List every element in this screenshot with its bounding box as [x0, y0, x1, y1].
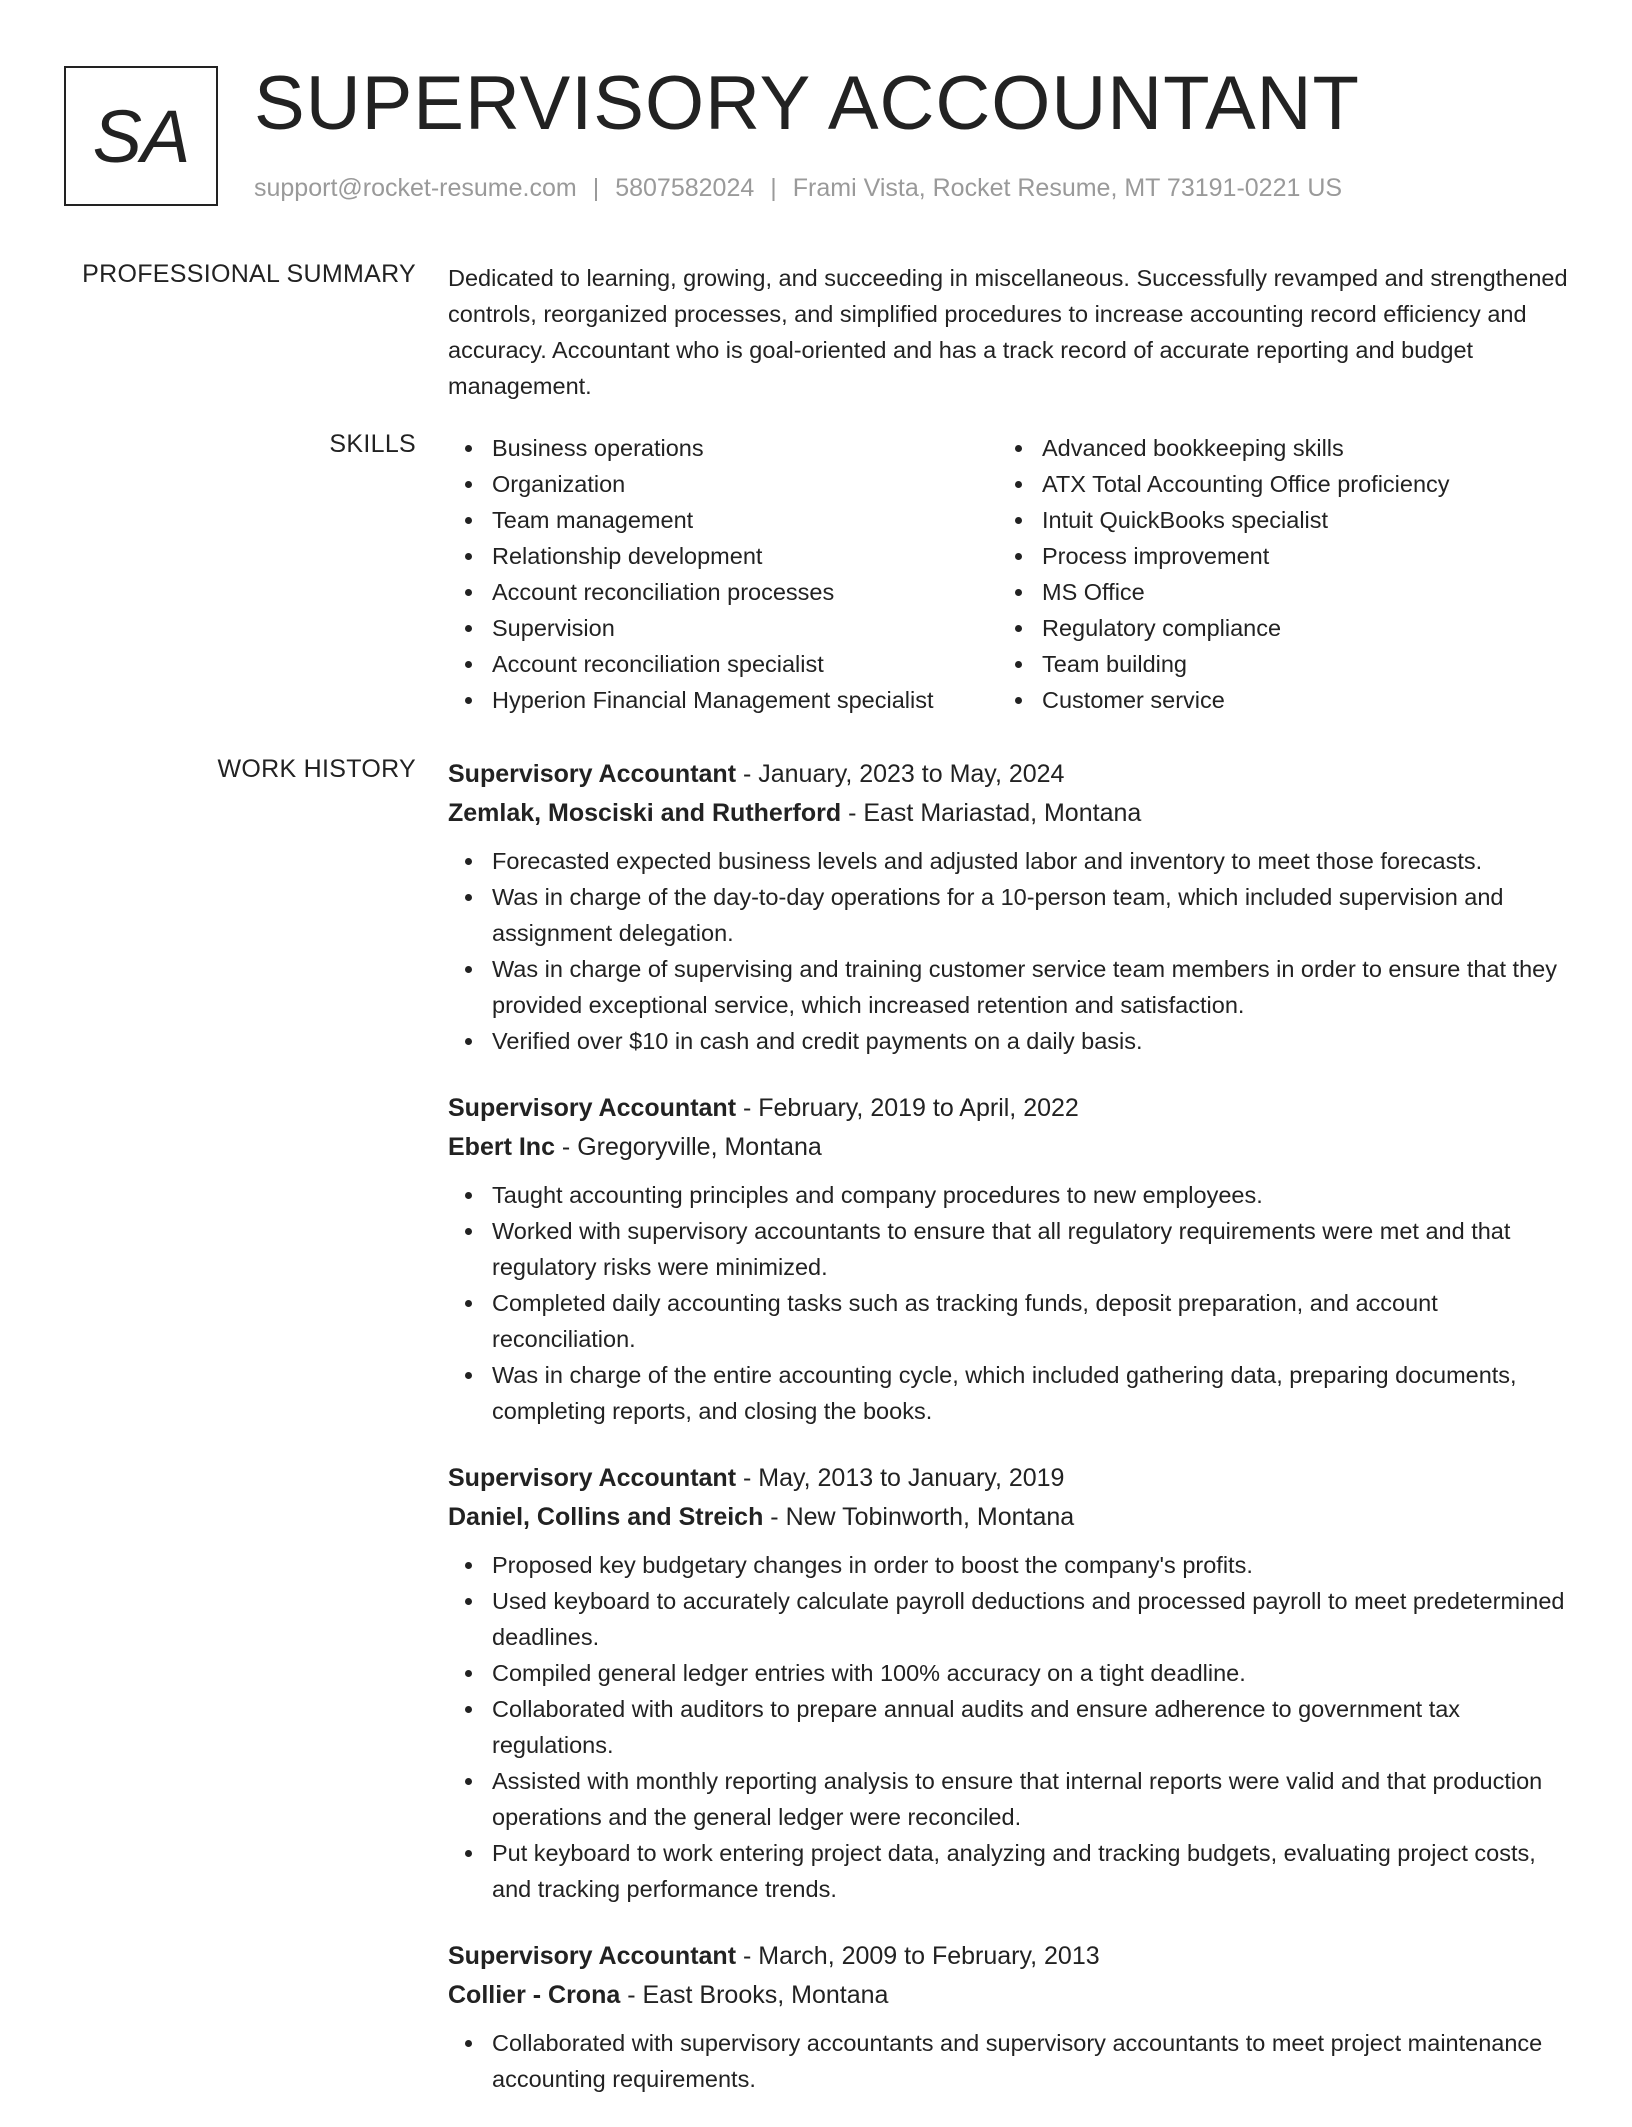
skill-item: Organization: [448, 466, 998, 502]
contact-email[interactable]: support@rocket-resume.com: [254, 174, 577, 202]
job-role-line: [448, 1937, 1570, 1975]
skill-item: Supervision: [448, 610, 998, 646]
job-bullet: Used keyboard to accurately calculate payroll deductions and processed payroll to meet predetermined deadlines.: [448, 1583, 1570, 1655]
job-bullet: Verified over $10 in cash and credit payments on a daily basis.: [448, 1023, 1570, 1059]
monogram-logo: SA: [64, 66, 218, 206]
job-bullet: Worked with supervisory accountants to ensure that all regulatory requirements were met and that regulatory risks were minimized.: [448, 1213, 1570, 1285]
job-list: [448, 755, 1570, 2127]
job-company: Ebert Inc: [448, 1133, 555, 1161]
skill-item: Hyperion Financial Management specialist: [448, 682, 998, 718]
job-bullet: Proposed key budgetary changes in order to boost the company's profits.: [448, 1547, 1570, 1583]
job-bullet: Completed daily accounting tasks such as tracking funds, deposit preparation, and account reconciliation.: [448, 1285, 1570, 1357]
contact-address: Frami Vista, Rocket Resume, MT 73191-0221 US: [792, 174, 1343, 202]
job-dates: - March, 2009 to February, 2013: [736, 1942, 1100, 1970]
job-bullet: Collaborated with supervisory accountants and supervisory accountants to meet project maintenance accounting requirements.: [448, 2025, 1570, 2097]
job-bullet: Compiled general ledger entries with 100% accuracy on a tight deadline.: [448, 1655, 1570, 1691]
skill-item: Team management: [448, 502, 998, 538]
job-location: - East Brooks, Montana: [620, 1981, 889, 2009]
skills-list-left: [448, 430, 998, 718]
skill-item: Business operations: [448, 430, 998, 466]
skill-item: MS Office: [998, 574, 1548, 610]
skill-item: Account reconciliation specialist: [448, 646, 998, 682]
skill-item: Process improvement: [998, 538, 1548, 574]
job-bullet: Collaborated with auditors to prepare annual audits and ensure adherence to government tax regulations.: [448, 1691, 1570, 1763]
job-entry: [448, 1937, 1570, 2097]
job-bullet: Forecasted expected business levels and adjusted labor and inventory to meet those forecasts.: [448, 843, 1570, 879]
contact-separator: |: [592, 174, 600, 202]
skill-item: Intuit QuickBooks specialist: [998, 502, 1548, 538]
job-bullet: Put keyboard to work entering project data, analyzing and tracking budgets, evaluating project costs, and tracking performance trends.: [448, 1835, 1570, 1907]
skill-item: Team building: [998, 646, 1548, 682]
job-entry: [448, 1459, 1570, 1907]
section-label-summary: PROFESSIONAL SUMMARY: [82, 260, 416, 288]
contact-line: [254, 174, 1342, 203]
job-company-line: [448, 1497, 1570, 1537]
job-bullets: [448, 2025, 1570, 2097]
job-company: Zemlak, Mosciski and Rutherford: [448, 799, 842, 827]
skills-list-right: [998, 430, 1548, 718]
job-bullet: Taught accounting principles and company procedures to new employees.: [448, 1177, 1570, 1213]
job-role-line: [448, 755, 1570, 793]
job-bullet: Was in charge of the entire accounting cycle, which included gathering data, preparing documents, completing reports, and closing the books.: [448, 1357, 1570, 1429]
skill-item: ATX Total Accounting Office proficiency: [998, 466, 1548, 502]
job-dates: - February, 2019 to April, 2022: [736, 1094, 1079, 1122]
job-bullet: Was in charge of the day-to-day operations for a 10-person team, which included supervision and assignment delegation.: [448, 879, 1570, 951]
job-location: - New Tobinworth, Montana: [763, 1503, 1075, 1531]
job-company-line: [448, 1127, 1570, 1167]
job-bullets: [448, 1177, 1570, 1429]
contact-separator: |: [770, 174, 777, 202]
job-role-line: [448, 1459, 1570, 1497]
job-dates: - January, 2023 to May, 2024: [736, 760, 1065, 788]
job-title: Supervisory Accountant: [448, 1094, 737, 1122]
job-role-line: [448, 1089, 1570, 1127]
page-title: SUPERVISORY ACCOUNTANT: [254, 61, 1360, 146]
job-company-line: [448, 1975, 1570, 2015]
job-location: - Gregoryville, Montana: [554, 1133, 822, 1161]
job-company-line: [448, 793, 1570, 833]
skill-item: Customer service: [998, 682, 1548, 718]
job-title: Supervisory Accountant: [448, 760, 737, 788]
job-bullets: [448, 1547, 1570, 1907]
job-location: - East Mariastad, Montana: [841, 799, 1142, 827]
job-bullets: [448, 843, 1570, 1059]
job-entry: [448, 1089, 1570, 1429]
job-dates: - May, 2013 to January, 2019: [736, 1464, 1065, 1492]
skill-item: Advanced bookkeeping skills: [998, 430, 1548, 466]
job-bullet: Assisted with monthly reporting analysis to ensure that internal reports were valid and that production operations and the general ledger were reconciled.: [448, 1763, 1570, 1835]
job-title: Supervisory Accountant: [448, 1942, 737, 1970]
section-label-skills: SKILLS: [329, 430, 416, 458]
summary-text: Dedicated to learning, growing, and succeeding in miscellaneous. Successfully revamped and strengthened controls, reorganized processes, and simplified procedures to increase accounting record efficiency and accuracy. Accountant who is goal-oriented and has a track record of accurate reporting and budget management.: [448, 265, 1568, 399]
skill-item: Relationship development: [448, 538, 998, 574]
job-title: Supervisory Accountant: [448, 1464, 737, 1492]
job-entry: [448, 755, 1570, 1059]
skill-item: Regulatory compliance: [998, 610, 1548, 646]
contact-phone[interactable]: 5807582024: [615, 174, 755, 202]
skill-item: Account reconciliation processes: [448, 574, 998, 610]
section-label-work-history: WORK HISTORY: [217, 755, 416, 783]
job-company: Collier - Crona: [448, 1981, 621, 2009]
job-bullet: Was in charge of supervising and training customer service team members in order to ensure that they provided exceptional service, which increased retention and satisfaction.: [448, 951, 1570, 1023]
job-company: Daniel, Collins and Streich: [448, 1503, 764, 1531]
